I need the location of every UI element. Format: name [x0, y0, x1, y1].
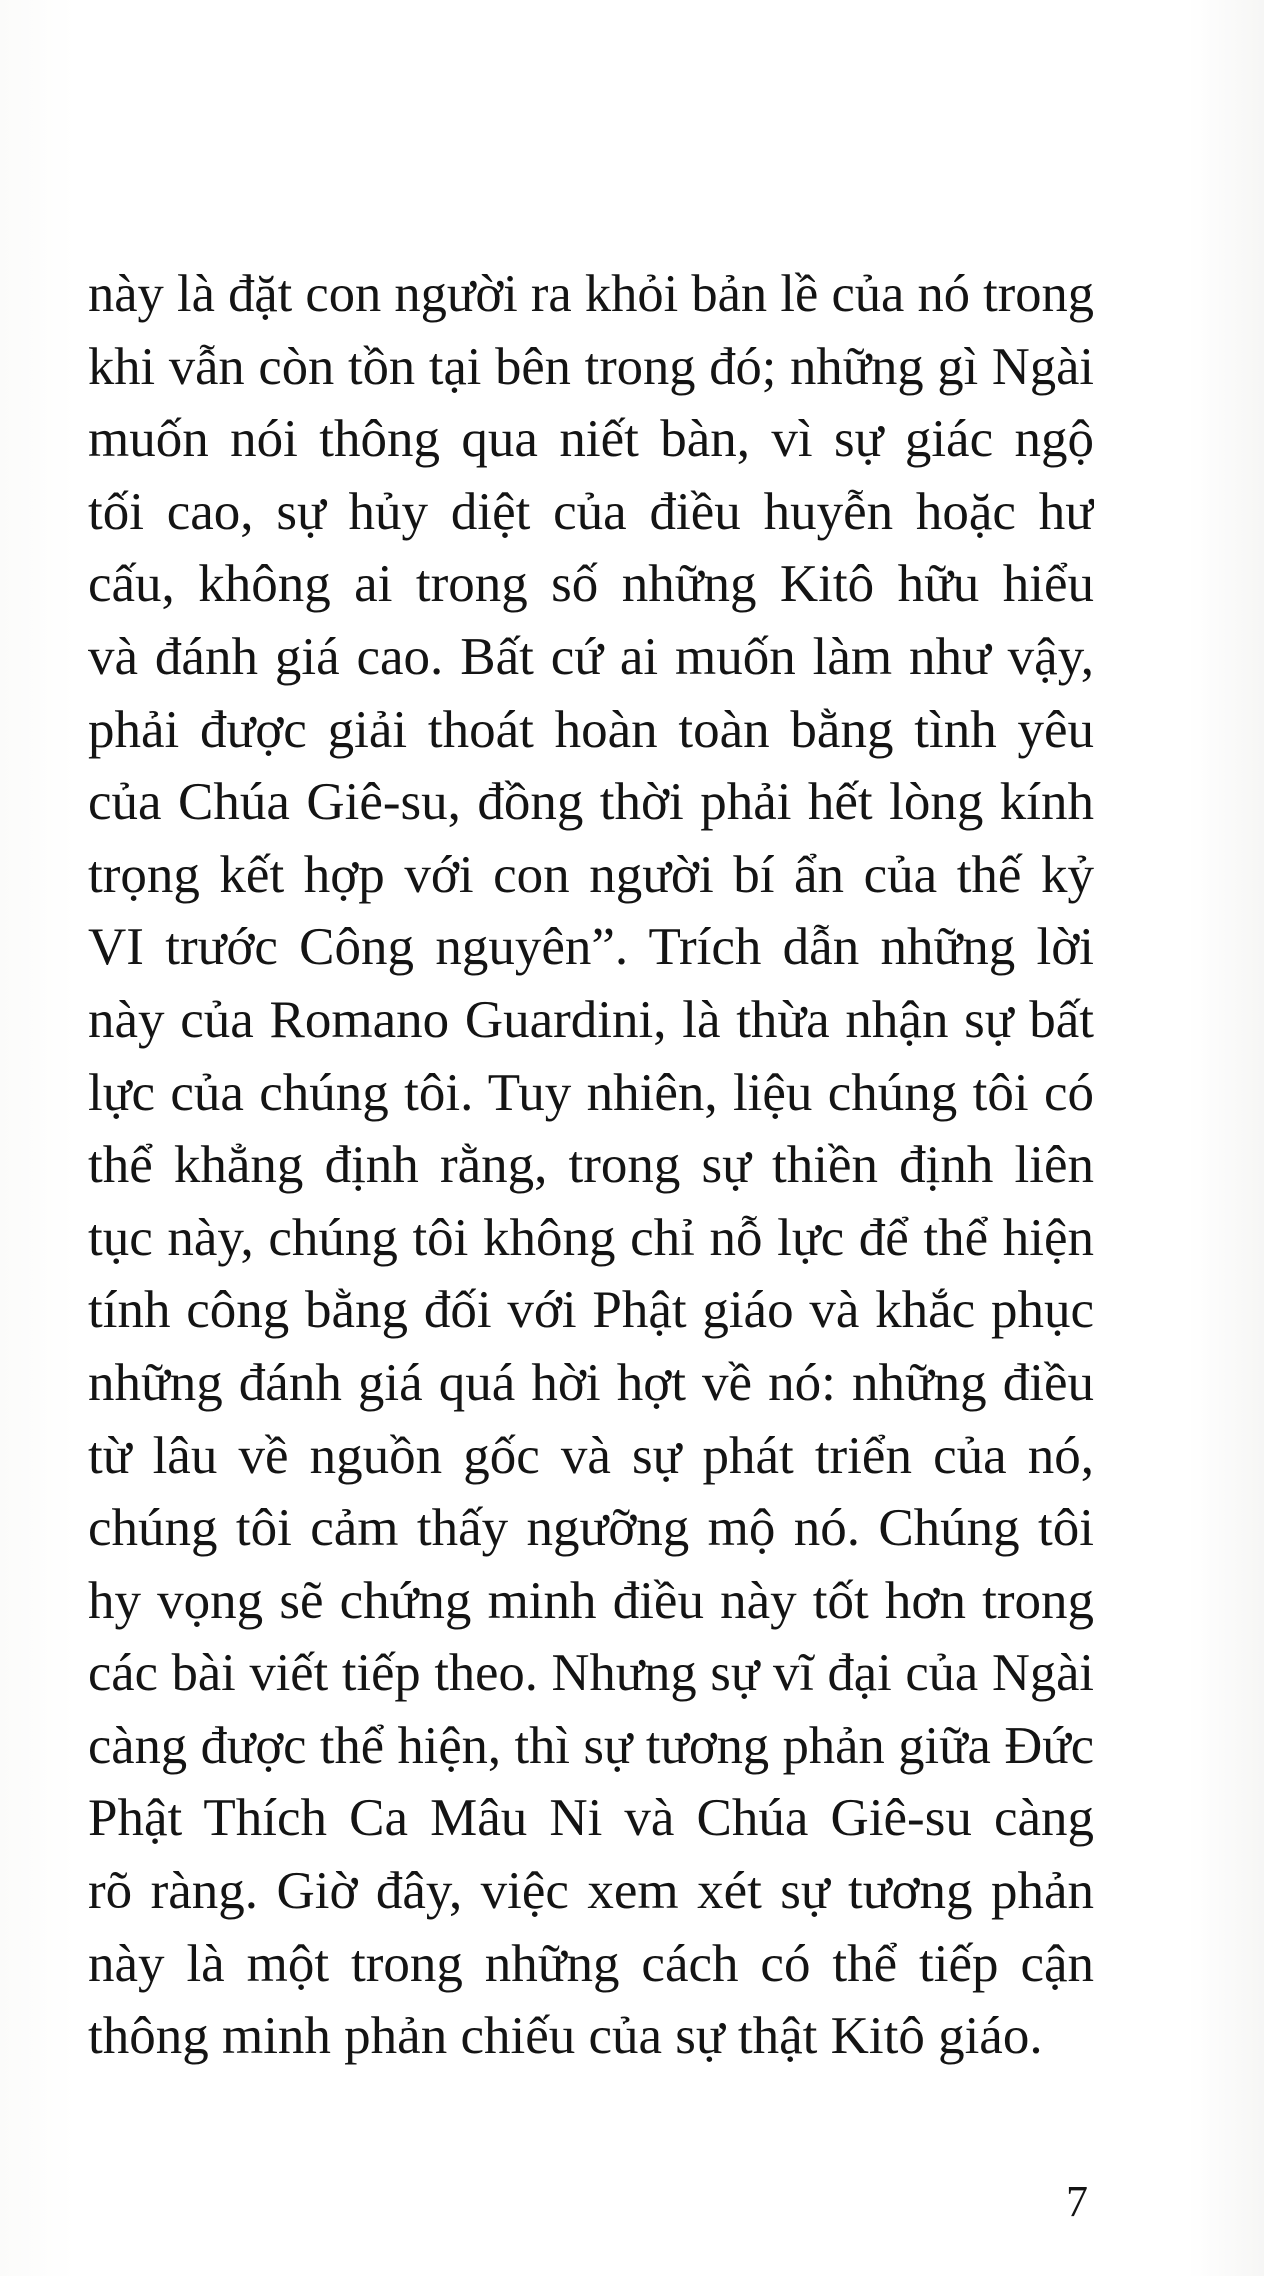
- text-line: tối cao, sự hủy diệt của điều huyễn hoặc hư: [88, 482, 1094, 541]
- text-line: này của Romano Guardini, là thừa nhận sự bất: [88, 990, 1094, 1049]
- text-line: thông minh phản chiếu của sự thật Kitô giáo.: [88, 2007, 1043, 2066]
- text-line: phải được giải thoát hoàn toàn bằng tình yêu: [88, 700, 1094, 759]
- text-line: rõ ràng. Giờ đây, việc xem xét sự tương phản: [88, 1862, 1094, 1921]
- text-line: cấu, không ai trong số những Kitô hữu hiểu: [88, 555, 1094, 614]
- text-line: hy vọng sẽ chứng minh điều này tốt hơn trong: [88, 1571, 1094, 1630]
- body-text: [88, 258, 1094, 2073]
- text-line: thể khẳng định rằng, trong sự thiền định liên: [88, 1136, 1094, 1195]
- text-line: trọng kết hợp với con người bí ẩn của thế kỷ: [88, 845, 1094, 904]
- text-line: tục này, chúng tôi không chỉ nỗ lực để thể hiện: [88, 1208, 1094, 1267]
- text-line: này là đặt con người ra khỏi bản lề của nó trong: [88, 265, 1094, 323]
- text-line: của Chúa Giê-su, đồng thời phải hết lòng kính: [88, 773, 1094, 832]
- text-line: Phật Thích Ca Mâu Ni và Chúa Giê-su càng: [88, 1789, 1094, 1848]
- page-number: 7: [1066, 2177, 1088, 2226]
- text-line: khi vẫn còn tồn tại bên trong đó; những gì Ngài: [88, 337, 1094, 396]
- text-line: càng được thể hiện, thì sự tương phản giữa Đức: [88, 1716, 1094, 1775]
- text-line: những đánh giá quá hời hợt về nó: những điều: [88, 1353, 1094, 1412]
- text-line: các bài viết tiếp theo. Nhưng sự vĩ đại của Ngài: [88, 1644, 1094, 1703]
- text-line: và đánh giá cao. Bất cứ ai muốn làm như vậy,: [88, 627, 1094, 686]
- text-line: VI trước Công nguyên”. Trích dẫn những lời: [88, 918, 1094, 977]
- text-line: chúng tôi cảm thấy ngưỡng mộ nó. Chúng tôi: [88, 1499, 1094, 1558]
- text-line: này là một trong những cách có thể tiếp cận: [88, 1934, 1094, 1993]
- text-line: muốn nói thông qua niết bàn, vì sự giác ngộ: [88, 410, 1094, 469]
- text-line: tính công bằng đối với Phật giáo và khắc phục: [88, 1281, 1094, 1340]
- text-line: lực của chúng tôi. Tuy nhiên, liệu chúng tôi có: [88, 1063, 1094, 1122]
- text-line: từ lâu về nguồn gốc và sự phát triển của nó,: [88, 1426, 1094, 1485]
